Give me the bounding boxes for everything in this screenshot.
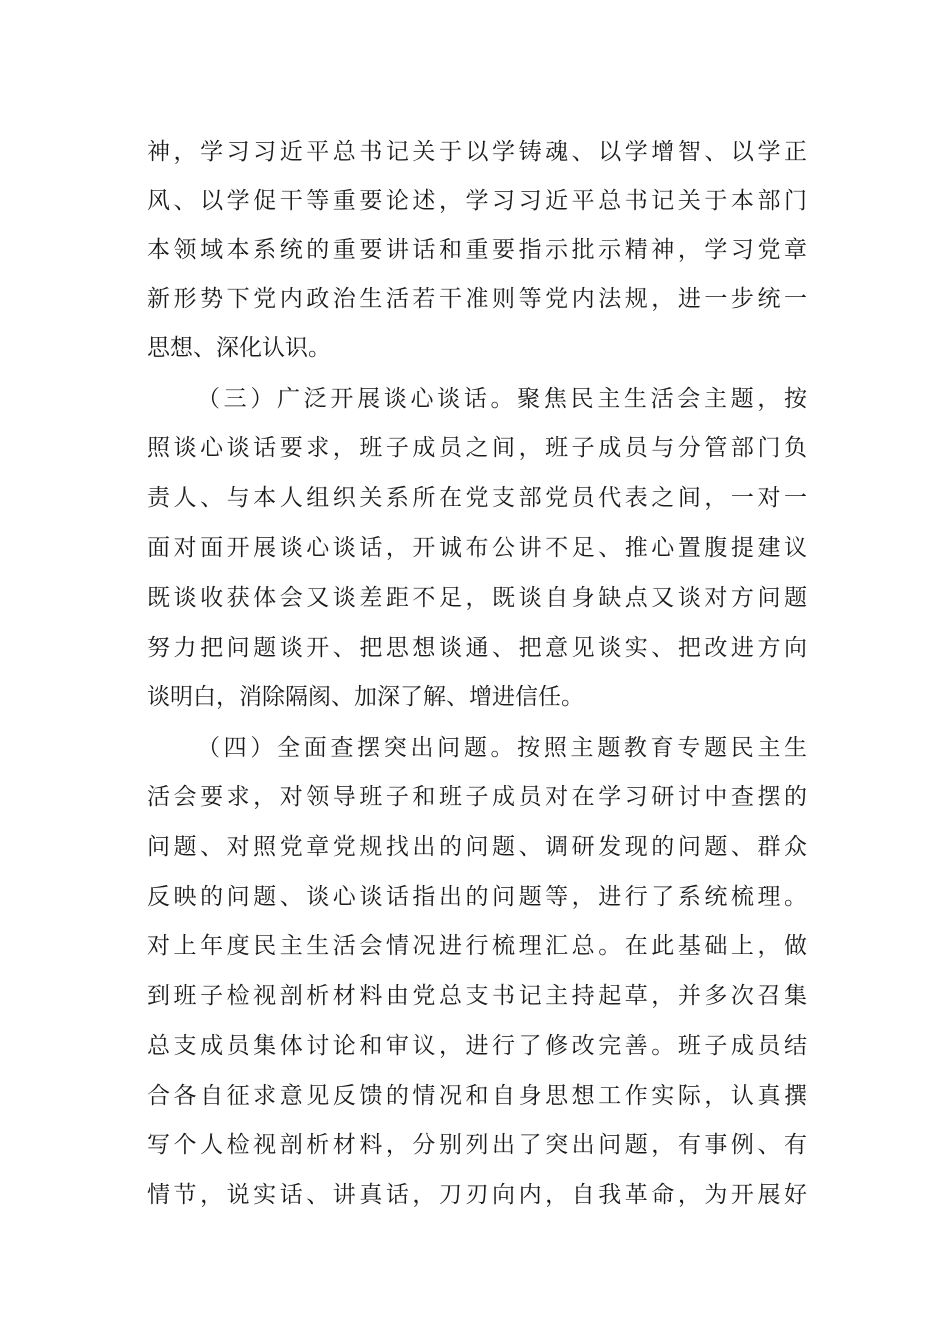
text-line: 新形势下党内政治生活若干准则等党内法规，进一步统一 [147,286,807,312]
text-line: 本领域本系统的重要讲话和重要指示批示精神，学习党章 [147,237,807,263]
text-line: 努力把问题谈开、把思想谈通、把意见谈实、把改进方向 [147,635,807,661]
text-line: 合各自征求意见反馈的情况和自身思想工作实际，认真撰 [147,1083,807,1109]
text-line: 反映的问题、谈心谈话指出的问题等，进行了系统梳理。 [147,884,807,910]
text-line: 总支成员集体讨论和审议，进行了修改完善。班子成员结 [147,1033,807,1059]
text-line: 问题、对照党章党规找出的问题、调研发现的问题、群众 [147,834,807,860]
text-line: 面对面开展谈心谈话，开诚布公讲不足、推心置腹提建议 [147,535,807,561]
paragraph-heading-line: （三）广泛开展谈心谈话。聚焦民主生活会主题，按 [197,386,807,412]
text-line: 思想、深化认识。 [147,335,331,361]
text-line: 既谈收获体会又谈差距不足，既谈自身缺点又谈对方问题 [147,585,807,611]
text-line: 活会要求，对领导班子和班子成员对在学习研讨中查摆的 [147,784,807,810]
text-line: 照谈心谈话要求，班子成员之间，班子成员与分管部门负 [147,435,807,461]
text-line: 情节，说实话、讲真话，刀刃向内，自我革命，为开展好 [147,1182,807,1208]
text-line: 责人、与本人组织关系所在党支部党员代表之间，一对一 [147,485,807,511]
text-line: 写个人检视剖析材料，分别列出了突出问题，有事例、有 [147,1132,807,1158]
text-line: 到班子检视剖析材料由党总支书记主持起草，并多次召集 [147,983,807,1009]
text-line: 对上年度民主生活会情况进行梳理汇总。在此基础上，做 [147,933,807,959]
text-line: 风、以学促干等重要论述，学习习近平总书记关于本部门 [147,188,807,214]
paragraph-heading-line: （四）全面查摆突出问题。按照主题教育专题民主生 [197,735,807,761]
text-line: 谈明白，消除隔阂、加深了解、增进信任。 [147,684,584,710]
text-line: 神，学习习近平总书记关于以学铸魂、以学增智、以学正 [147,139,807,165]
